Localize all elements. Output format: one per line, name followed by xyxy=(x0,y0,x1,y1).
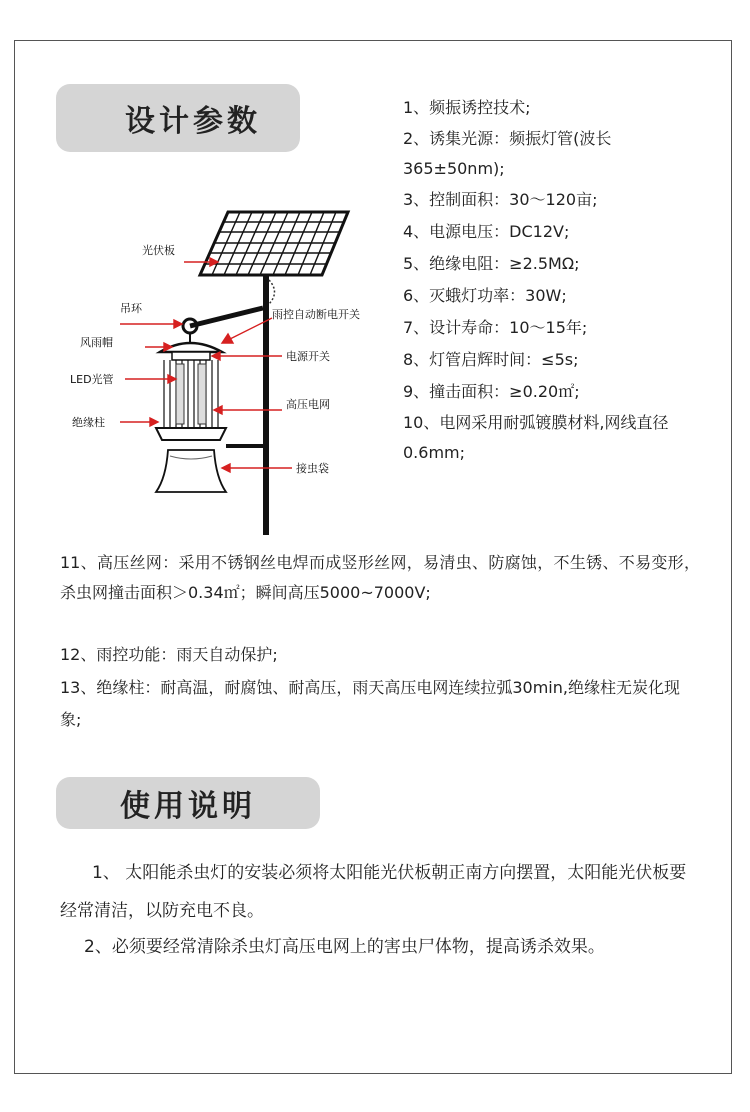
lamp-pole xyxy=(263,260,269,535)
label-power-switch: 电源开关 xyxy=(286,350,330,363)
spec-item: 5、绝缘电阻：≥2.5MΩ; xyxy=(403,254,580,273)
spec-item: 4、电源电压：DC12V; xyxy=(403,222,570,241)
insect-bag-graphic xyxy=(156,450,226,492)
design-parameters-heading: 设计参数 xyxy=(56,84,300,152)
label-hanging-ring: 吊环 xyxy=(120,302,142,315)
spec-item: 10、电网采用耐弧镀膜材料,网线直径0.6mm; xyxy=(403,413,669,462)
spec-item: 1、频振诱控技术; xyxy=(403,98,531,117)
usage-instructions-heading: 使用说明 xyxy=(56,777,320,829)
label-rain-cap: 风雨帽 xyxy=(80,336,113,349)
spec-paragraph-11: 11、高压丝网：采用不锈钢丝电焊而成竖形丝网，易清虫、防腐蚀，不生锈、不易变形，杀虫网撞击面积＞0.34㎡；瞬间高压5000~7000V; xyxy=(60,553,700,602)
spec-item: 8、灯管启辉时间：≤5s; xyxy=(403,350,579,369)
spec-list xyxy=(403,92,703,468)
hv-grid-graphic xyxy=(164,360,218,428)
spec-paragraph-13: 13、绝缘柱：耐高温，耐腐蚀、耐高压，雨天高压电网连续拉弧30min,绝缘柱无炭化现象; xyxy=(60,678,680,729)
label-solar-panel: 光伏板 xyxy=(142,244,175,257)
spec-item: 3、控制面积：30～120亩; xyxy=(403,190,598,209)
spec-item: 7、设计寿命：10～15年; xyxy=(403,318,588,337)
label-led-tube: LED光管 xyxy=(70,373,114,386)
label-insect-bag: 接虫袋 xyxy=(296,462,329,475)
usage-item-2: 2、必须要经常清除杀虫灯高压电网上的害虫尸体物，提高诱杀效果。 xyxy=(84,937,605,957)
lamp-arm xyxy=(190,308,263,326)
insect-lamp-diagram xyxy=(60,200,390,540)
solar-panel-graphic xyxy=(200,212,348,275)
label-insulating-column: 绝缘柱 xyxy=(72,416,105,429)
spec-item: 9、撞击面积：≥0.20㎡; xyxy=(403,382,580,401)
spec-paragraph-12: 12、雨控功能：雨天自动保护; xyxy=(60,645,278,664)
spec-item: 2、诱集光源：频振灯管(波长365±50nm); xyxy=(403,129,612,178)
label-hv-grid: 高压电网 xyxy=(286,398,330,411)
spec-item: 6、灭蛾灯功率：30W; xyxy=(403,286,567,305)
label-rain-switch: 雨控自动断电开关 xyxy=(272,308,360,321)
usage-item-1: 1、 太阳能杀虫灯的安装必须将太阳能光伏板朝正南方向摆置，太阳能光伏板要经常清洁，以防充电不良。 xyxy=(60,863,687,921)
led-tube-graphic xyxy=(176,364,184,424)
